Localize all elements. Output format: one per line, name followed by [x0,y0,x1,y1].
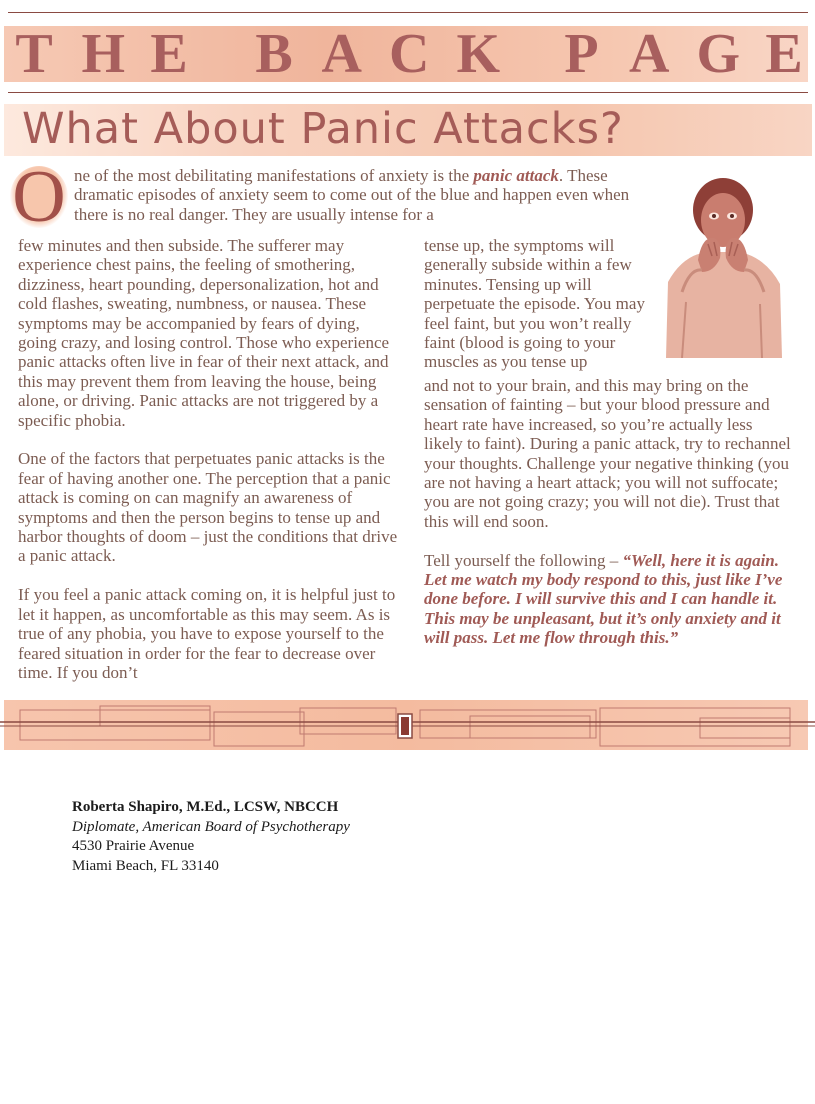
address-block [72,798,472,876]
header-letter: K [456,23,501,85]
intro-emphasis: panic attack [473,166,559,185]
anxious-woman-photo [662,172,784,358]
header-letter: T [15,23,53,85]
author-name: Roberta Shapiro, M.Ed., LCSW, NBCCH [72,799,339,815]
left-paragraph-2: One of the factors that perpetuates panic attacks is the fear of having another one. The perception that a panic attack is coming on can magnify an awareness of symptoms and then the person begins to tense up and harbor thoughts of doom – just the conditions that drive a panic attack. [18,449,398,566]
header-letter: A [629,23,670,85]
address-street: 4530 Prairie Avenue [72,838,195,854]
drop-cap: O [10,166,68,228]
article-title: What About Panic Attacks? [22,104,624,154]
intro-text-start: ne of the most debilitating manifestations of anxiety is the [74,166,474,185]
header-letter: B [255,23,293,85]
quote-text: “Well, here it is again. Let me watch my body respond to this, just like I’ve done before. I will survive this and I can handle it. This may be unpleasant, but it’s only anxiety and it will pass. Let me flow through this.” [424,550,783,648]
header-letter: E [150,23,188,85]
quote-lead: Tell yourself the following – [424,550,623,570]
intro-paragraph [74,166,634,224]
decorative-pattern [0,700,815,750]
header-letter: P [564,23,599,85]
header-letter: E [765,23,803,85]
header-title [14,24,804,84]
left-paragraph-3: If you feel a panic attack coming on, it is helpful just to let it happen, as uncomfortable as this may seem. As is true of any phobia, you have to expose yourself to the feared situation in order for the fear to decrease over time. If you don’t [18,585,396,682]
top-rule [8,12,808,13]
intro-text-end: . These dramatic episodes of anxiety seem to come out of the blue and happen even when there is no real danger. They are usually intense for a [74,166,630,224]
header-letter: C [389,23,430,85]
address-city: Miami Beach, FL 33140 [72,857,219,874]
column-left [18,236,398,702]
right-paragraph-2 [424,551,794,648]
right-wrap-paragraph: tense up, the symptoms will generally subside within a few minutes. Tensing up will perpetuate the episode. You may feel faint, but you won’t really faint (blood is going to your muscles as you tense up [424,236,645,372]
header-letter: G [696,23,741,85]
right-paragraph-1: and not to your brain, and this may bring on the sensation of fainting – but your blood pressure and heart rate have increased, so you’re actually less likely to faint). During a panic attack, try to rechannel your thoughts. Challenge your negative thinking (you are not having a heart attack; you will not suffocate; you are not going crazy; you will not die). Trust that this will end soon. [424,376,791,531]
header-letter: H [81,23,126,85]
left-paragraph-1: few minutes and then subside. The sufferer may experience chest pains, the feeling of smothering, dizziness, heart pounding, depersonalization, hot and cold flashes, sweating, numbness, or nausea. These symptoms may be accompanied by fears of dying, going crazy, and losing control. Those who experience panic attacks often live in fear of their next attack, and this may prevent them from leaving the house, being alone, or driving. Panic attacks are not triggered by a specific phobia. [18,236,390,430]
header-bottom-rule [8,92,808,93]
column-right [424,376,794,667]
author-credential: Diplomate, American Board of Psychotherapy [72,818,350,835]
header-letter: A [321,23,362,85]
